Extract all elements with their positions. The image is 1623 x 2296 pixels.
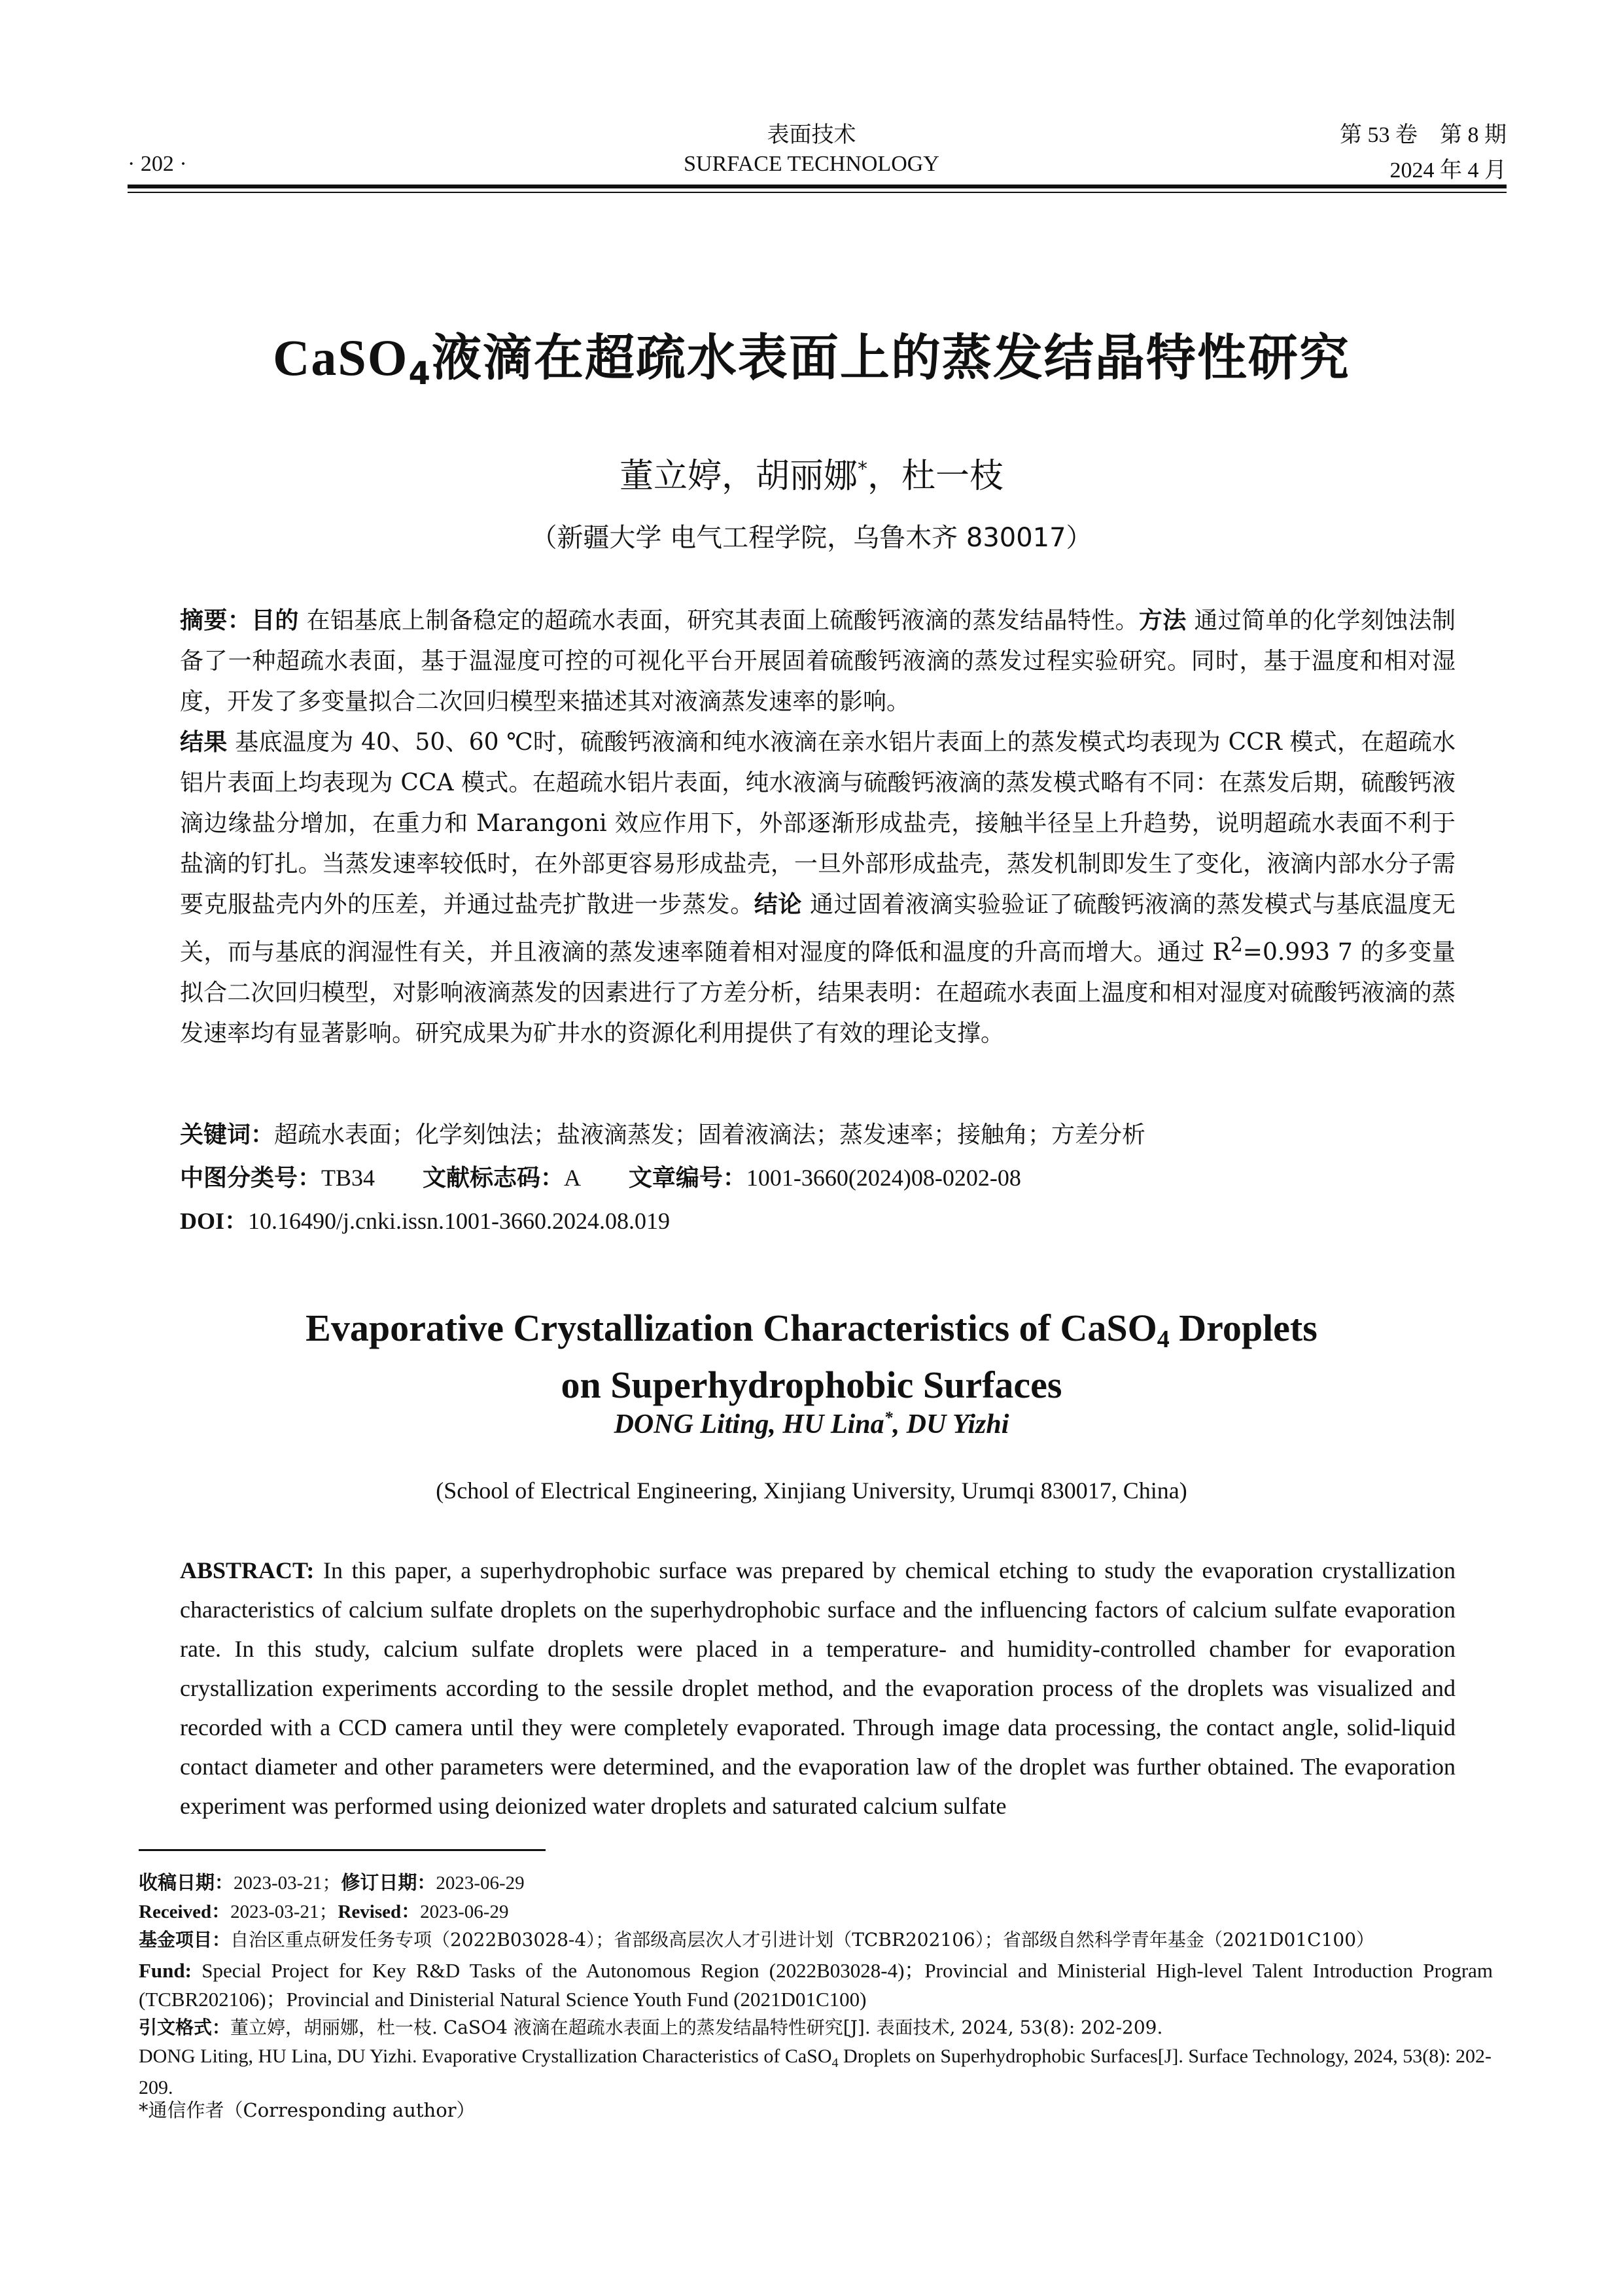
issue-date: 2024 年 4 月 — [1389, 158, 1507, 183]
authors-cn — [0, 448, 1623, 497]
clc-label: 中图分类号： — [180, 1165, 322, 1192]
doc-code-value: A — [563, 1165, 581, 1191]
volume-issue: 第 53 卷 第 8 期 — [1340, 123, 1507, 147]
keywords — [180, 1116, 1456, 1150]
abstract-en — [180, 1551, 1456, 1826]
conclusion-text-b: =0.993 7 的多变量拟合二次回归模型，对影响液滴蒸发的因素进行了方差分析，结果表明：在超疏水表面上温度和相对湿度对硫酸钙液滴的蒸发速率均有显著影响。研究成果为矿井水的资源化利用提供了有效的理论支撑。 — [180, 939, 1456, 1047]
doi-value: 10.16490/j.cnki.issn.1001-3660.2024.08.019 — [248, 1208, 671, 1234]
results-text: 基底温度为 40、50、60 ℃时，硫酸钙液滴和纯水液滴在亲水铝片表面上的蒸发模式均表现为 CCR 模式，在超疏水铝片表面上均表现为 CCA 模式。在超疏水铝片表面，纯水液滴与硫酸钙液滴的蒸发模式略有不同：在蒸发后期，硫酸钙液滴边缘盐分增加，在重力和 Marangoni 效应作用下，外部逐渐形成盐壳，接触半径呈上升趋势，说明超疏水表面不利于盐滴的钉扎。当蒸发速率较低时，在外部更容易形成盐壳，一旦外部形成盐壳，蒸发机制即发生了变化，液滴内部水分子需要克服盐壳内外的压差，并通过盐壳扩散进一步蒸发。 — [180, 729, 1456, 918]
authors-en — [0, 1408, 1623, 1440]
doc-code-label: 文献标志码： — [422, 1165, 564, 1192]
title-en-line1-end: Droplets — [1169, 1307, 1318, 1349]
objective-text: 在铝基底上制备稳定的超疏水表面，研究其表面上硫酸钙液滴的蒸发结晶特性。 — [306, 607, 1139, 634]
title-en-subscript: 4 — [1157, 1326, 1170, 1353]
article-no-label: 文章编号： — [628, 1165, 746, 1192]
abstract-en-text: In this paper, a superhydrophobic surface was prepared by chemical etching to study the evaporation crystallization characteristics of calcium sulfate droplets on the superhydrophobic surface and the influencing factors of calcium sulfate evaporation rate. In this study, calcium sulfate droplets were placed in a temperature- and humidity-controlled chamber for evaporation crystallization experiments according to the sessile droplet method, and the evaporation process of the droplets was visualized and recorded with a CCD camera until they were completely evaporated. Through image data processing, the contact angle, solid-liquid contact diameter and other parameters were determined, and the evaporation law of the droplet was further obtained. The evaporation experiment was performed using deionized water droplets and saturated calcium sulfate — [180, 1557, 1456, 1819]
conclusion-text-a: 通过固着液滴实验验证了硫酸钙液滴的蒸发模式与基底温度无关，而与基底的润湿性有关，并且液滴的蒸发速率随着相对湿度的降低和温度的升高而增大。通过 R — [180, 891, 1456, 966]
method-text: 通过简单的化学刻蚀法制备了一种超疏水表面，基于温湿度可控的可视化平台开展固着硫酸钙液滴的蒸发过程实验研究。同时，基于温度和相对湿度，开发了多变量拟合二次回归模型来描述其对液滴蒸发速率的影响。 — [180, 607, 1456, 715]
clc-value: TB34 — [321, 1165, 375, 1191]
author-3-cn: ，杜一枝 — [867, 457, 1004, 496]
doi — [180, 1203, 1456, 1236]
method-label: 方法 — [1138, 607, 1187, 634]
abstract-cn — [180, 601, 1456, 1054]
footnote-corresponding: *通信作者（Corresponding author） — [139, 2099, 476, 2121]
corresponding-mark: * — [858, 457, 867, 481]
title-cn-text: 液滴在超疏水表面上的蒸发结晶特性研究 — [431, 328, 1350, 387]
keywords-label: 关键词： — [180, 1122, 275, 1148]
paper-title-cn — [0, 318, 1623, 392]
keywords-text: 超疏水表面；化学刻蚀法；盐液滴蒸发；固着液滴法；蒸发速率；接触角；方差分析 — [274, 1122, 1146, 1148]
authors-en-a: DONG Liting, HU Lina — [614, 1409, 884, 1439]
author-1-cn: 董立婷， — [619, 457, 756, 496]
authors-en-b: , DU Yizhi — [892, 1409, 1009, 1439]
conclusion-label: 结论 — [754, 891, 802, 918]
affiliation-en: (School of Electrical Engineering, Xinjiang University, Urumqi 830017, China) — [436, 1477, 1187, 1504]
author-2-cn: 胡丽娜 — [755, 457, 858, 496]
objective-label: 目的 — [251, 607, 299, 634]
journal-name-cn: 表面技术 — [767, 123, 856, 147]
journal-name-en: SURFACE TECHNOLOGY — [684, 152, 939, 176]
classification — [180, 1159, 1456, 1193]
corresponding-mark-en: * — [884, 1408, 893, 1427]
r-squared-sup: 2 — [1230, 934, 1243, 957]
abstract-cn-label: 摘要： — [180, 607, 252, 634]
title-formula-subscript: 4 — [408, 355, 432, 392]
article-no-value: 1001-3660(2024)08-0202-08 — [746, 1165, 1021, 1191]
title-en-line2: on Superhydrophobic Surfaces — [561, 1364, 1062, 1406]
footnote-rule — [139, 1849, 546, 1851]
page-number: · 202 · — [128, 152, 187, 176]
footnote-citation-en: DONG Liting, HU Lina, DU Yizhi. Evaporative Crystallization Characteristics of CaSO$_4$ Droplets on Superhydrophobic Surfaces[J]. Surface Technology, 2024, 53(8): 202-209. — [139, 2045, 1492, 2098]
title-en-line1: Evaporative Crystallization Characteristics of CaSO — [305, 1307, 1157, 1349]
footnote-citation-cn: 引文格式：董立婷，胡丽娜，杜一枝. CaSO4 液滴在超疏水表面上的蒸发结晶特性研究[J]. 表面技术, 2024, 53(8): 202-209. — [139, 2017, 1163, 2038]
footnote-received-en: Received：2023-03-21；Revised：2023-06-29 — [139, 1901, 509, 1922]
results-label: 结果 — [180, 729, 228, 756]
title-formula: CaSO — [273, 329, 409, 386]
footnote-fund-en: Fund: Special Project for Key R&D Tasks of the Autonomous Region (2022B03028-4)；Provincial and Ministerial High-level Talent Introduction Program (TCBR202106)；Provincial and Dinisterial Natural Science Youth Fund (2021D01C100) — [139, 1959, 1493, 2011]
header-rule-thin — [128, 192, 1507, 193]
footnote-fund-cn: 基金项目：自治区重点研发任务专项（2022B03028-4）；省部级高层次人才引进计划（TCBR202106）；省部级自然科学青年基金（2021D01C100） — [139, 1929, 1375, 1951]
affiliation-cn: （新疆大学 电气工程学院，乌鲁木齐 830017） — [531, 523, 1092, 553]
paper-title-en — [0, 1305, 1623, 1408]
footnote-received-cn: 收稿日期：2023-03-21；修订日期：2023-06-29 — [139, 1871, 525, 1894]
abstract-en-label: ABSTRACT: — [180, 1557, 315, 1583]
header-rule-thick — [128, 185, 1507, 188]
doi-label: DOI： — [180, 1208, 249, 1234]
